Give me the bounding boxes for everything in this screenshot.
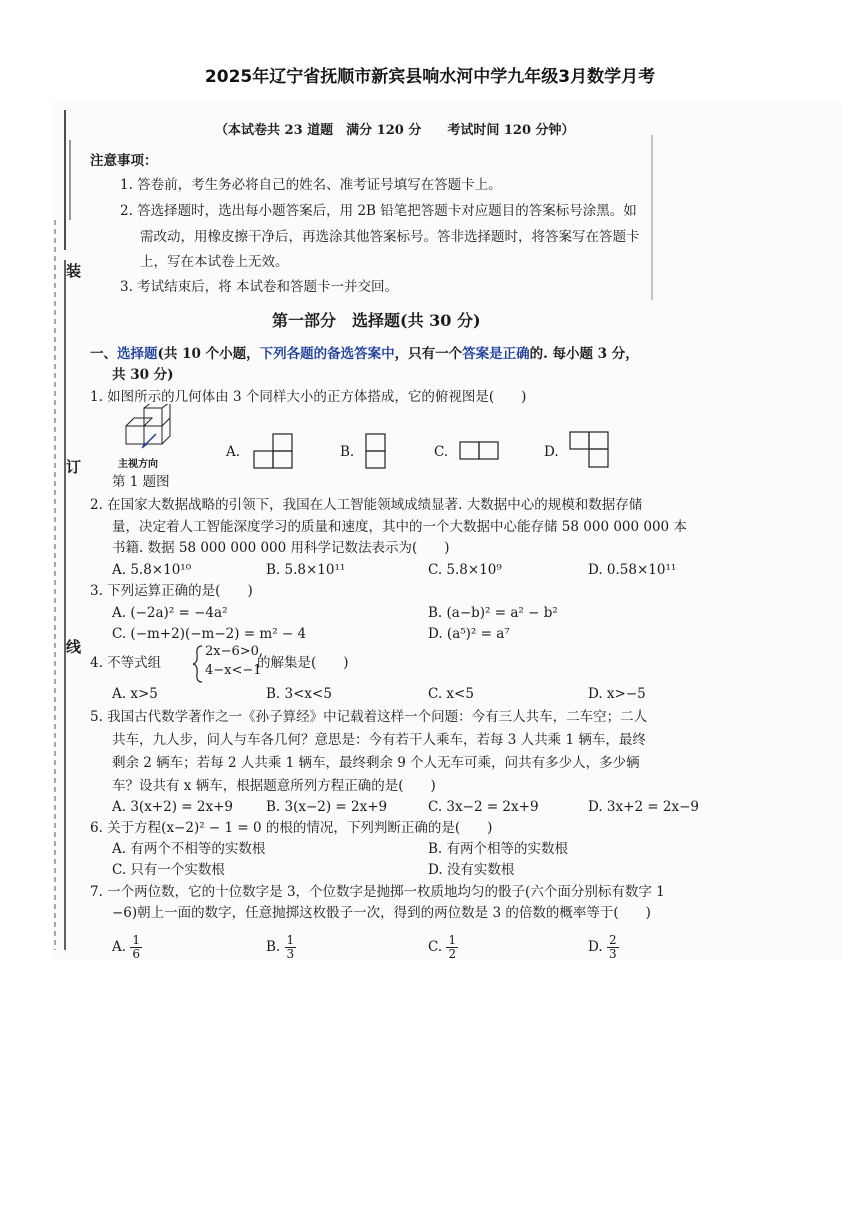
q2-option-d: D. 0.58×10¹¹ bbox=[588, 562, 677, 578]
q7-line-1: 7. 一个两位数，它的十位数字是 3，个位数字是抛掷一枚质地均匀的骰子(六个面分别标有数字 1 bbox=[90, 884, 665, 900]
q5-line-4: 车？设共有 x 辆车，根据题意所列方程正确的是( ) bbox=[112, 778, 436, 794]
q2-option-c: C. 5.8×10⁹ bbox=[428, 562, 502, 578]
q7-d-denominator: 3 bbox=[608, 947, 617, 961]
q2-line-2: 量，决定着人工智能深度学习的质量和速度，其中的一个大数据中心能存储 58 000 000 000 本 bbox=[112, 519, 687, 535]
q4-option-b: B. 3<x<5 bbox=[266, 686, 332, 702]
q4-brace bbox=[192, 644, 204, 684]
q4-option-c: C. x<5 bbox=[428, 686, 474, 702]
q1-option-b-label: B. bbox=[340, 444, 355, 460]
notice-item-1: 1. 答卷前，考生务必将自己的姓名、准考证号填写在答题卡上。 bbox=[120, 177, 502, 193]
q1-option-a-figure bbox=[252, 432, 294, 470]
instr-mid: (共 10 个小题， bbox=[157, 346, 260, 362]
q2-option-b: B. 5.8×10¹¹ bbox=[266, 562, 346, 578]
q3-option-c: C. (−m+2)(−m−2) = m² − 4 bbox=[112, 626, 307, 642]
q7-option-c-letter: C. bbox=[428, 939, 443, 955]
q7-option-d-fraction bbox=[607, 934, 619, 961]
q5-option-a: A. 3(x+2) = 2x+9 bbox=[112, 799, 233, 815]
q3-option-a: A. (−2a)² = −4a² bbox=[112, 605, 228, 621]
q1-view-direction: 主视方向 bbox=[118, 459, 158, 470]
q7-option-c bbox=[428, 930, 458, 964]
q4-prefix: 4. 不等式组 bbox=[90, 655, 162, 671]
instr-highlight-3: 答案是正确 bbox=[462, 346, 530, 362]
q3-option-b: B. (a−b)² = a² − b² bbox=[428, 605, 558, 621]
notice-item-2-end: 上，写在本试卷上无效。 bbox=[140, 254, 289, 270]
q7-a-denominator: 6 bbox=[132, 947, 140, 961]
margin-char-1: 装 bbox=[66, 262, 82, 280]
q6-option-a: A. 有两个不相等的实数根 bbox=[112, 841, 266, 857]
part1-heading: 第一部分 选择题(共 30 分) bbox=[272, 311, 481, 330]
q7-option-b-fraction bbox=[285, 934, 297, 961]
q7-option-b-letter: B. bbox=[266, 939, 281, 955]
instr-prefix: 一、 bbox=[90, 346, 117, 362]
page-title: 2025年辽宁省抚顺市新宾县响水河中学九年级3月数学月考 bbox=[204, 67, 656, 87]
q5-option-c: C. 3x−2 = 2x+9 bbox=[428, 799, 539, 815]
scan-edge-mark bbox=[647, 130, 667, 310]
q1-option-c-figure bbox=[458, 440, 500, 462]
notice-item-2: 2. 答选择题时，选出每小题答案后，用 2B 铅笔把答题卡对应题目的答案标号涂黑。如 bbox=[120, 203, 637, 219]
q7-option-a-letter: A. bbox=[112, 939, 127, 955]
q1-cube-figure bbox=[118, 404, 180, 456]
q1-option-d-figure bbox=[568, 430, 610, 470]
q6-option-b: B. 有两个相等的实数根 bbox=[428, 841, 569, 857]
q4-option-a: A. x>5 bbox=[112, 686, 158, 702]
margin-char-2: 订 bbox=[66, 458, 82, 476]
q4-inequality-2: 4−x<−1 bbox=[205, 663, 262, 678]
q5-line-3: 剩余 2 辆车；若每 2 人共乘 1 辆车，最终剩余 9 个人无车可乘，问共有多少人，多少辆 bbox=[112, 755, 640, 771]
instr-highlight-1: 选择题 bbox=[117, 346, 158, 362]
q2-option-a: A. 5.8×10¹⁰ bbox=[112, 562, 192, 578]
instr-mid2: ，只有一个 bbox=[394, 346, 463, 362]
q7-a-numerator: 1 bbox=[132, 933, 140, 947]
q1-option-b-figure bbox=[364, 432, 388, 470]
q1-option-a-label: A. bbox=[226, 444, 241, 460]
q7-line-2: −6)朝上一面的数字，任意抛掷这枚骰子一次，得到的两位数是 3 的倍数的概率等于( ) bbox=[112, 905, 651, 921]
q3-stem: 3. 下列运算正确的是( ) bbox=[90, 583, 253, 599]
q4-option-d: D. x>−5 bbox=[588, 686, 646, 702]
q3-option-d: D. (a⁵)² = a⁷ bbox=[428, 626, 510, 642]
q4-inequality-1: 2x−6>0, bbox=[205, 644, 264, 659]
q4-suffix: 的解集是( ) bbox=[257, 655, 349, 671]
q7-option-a bbox=[112, 930, 142, 964]
q7-b-denominator: 3 bbox=[286, 947, 295, 961]
exam-info: （本试卷共 23 道题 满分 120 分 考试时间 120 分钟） bbox=[215, 123, 575, 138]
q2-line-1: 2. 在国家大数据战略的引领下，我国在人工智能领域成绩显著. 大数据中心的规模和数据存储 bbox=[90, 497, 643, 513]
q5-option-b: B. 3(x−2) = 2x+9 bbox=[266, 799, 388, 815]
q7-option-d bbox=[588, 930, 619, 964]
instr-tail: 的. 每小题 3 分， bbox=[529, 346, 639, 362]
q1-stem: 1. 如图所示的几何体由 3 个同样大小的正方体搭成，它的俯视图是( ) bbox=[90, 389, 527, 405]
binding-margin-lines bbox=[52, 100, 82, 960]
instr-highlight-2: 下列各题的备选答案中 bbox=[259, 346, 395, 362]
q1-option-d-label: D. bbox=[544, 444, 559, 460]
q7-option-a-fraction bbox=[130, 934, 142, 961]
q6-option-c: C. 只有一个实数根 bbox=[112, 862, 225, 878]
q7-option-d-letter: D. bbox=[588, 939, 603, 955]
q6-stem: 6. 关于方程(x−2)² − 1 = 0 的根的情况，下列判断正确的是( ) bbox=[90, 820, 493, 836]
q1-figure-label: 第 1 题图 bbox=[112, 474, 170, 490]
q2-line-3: 书籍. 数据 58 000 000 000 用科学记数法表示为( ) bbox=[112, 540, 450, 556]
notice-item-2-cont: 需改动，用橡皮擦干净后，再选涂其他答案标号。答非选择题时，将答案写在答题卡 bbox=[140, 229, 640, 245]
q5-line-1: 5. 我国古代数学著作之一《孙子算经》中记载着这样一个问题：今有三人共车，二车空；二人 bbox=[90, 709, 648, 725]
notice-heading: 注意事项： bbox=[90, 153, 158, 169]
q5-line-2: 共车，九人步，问人与车各几何？意思是：今有若干人乘车，若每 3 人共乘 1 辆车，最终 bbox=[112, 732, 646, 748]
margin-char-3: 线 bbox=[66, 638, 82, 656]
q6-option-d: D. 没有实数根 bbox=[428, 862, 515, 878]
q5-option-d: D. 3x+2 = 2x−9 bbox=[588, 799, 700, 815]
notice-item-3: 3. 考试结束后，将 本试卷和答题卡一并交回。 bbox=[120, 279, 398, 295]
q7-option-b bbox=[266, 930, 296, 964]
q7-d-numerator: 2 bbox=[608, 933, 617, 947]
part1-instructions-line2: 共 30 分) bbox=[112, 367, 174, 383]
q1-option-c-label: C. bbox=[434, 444, 449, 460]
q7-option-c-fraction bbox=[446, 934, 458, 961]
q7-c-denominator: 2 bbox=[448, 947, 457, 961]
q7-c-numerator: 1 bbox=[448, 933, 457, 947]
part1-instructions bbox=[90, 345, 639, 363]
q7-b-numerator: 1 bbox=[286, 933, 295, 947]
